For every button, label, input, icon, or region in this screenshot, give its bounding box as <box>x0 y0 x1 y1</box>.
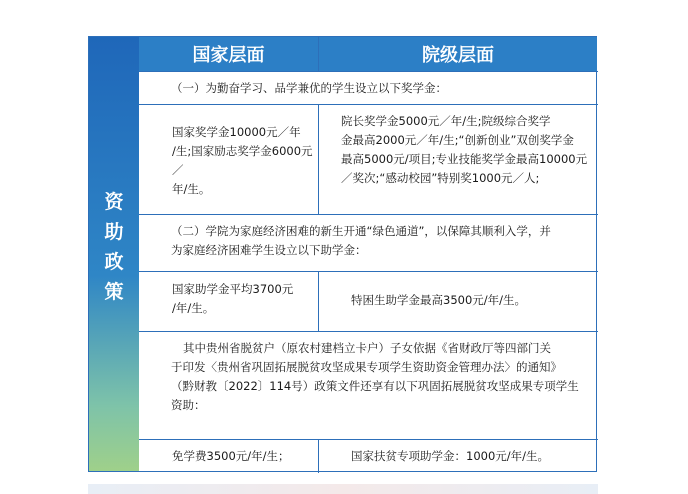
section3-text <box>171 339 596 415</box>
divider <box>139 104 598 105</box>
background-stripe <box>88 484 598 494</box>
text-line: 资助： <box>171 398 206 412</box>
sidebar-char: 资 <box>104 191 124 213</box>
text-line: 院长奖学金5000元／年/生;院级综合奖学 <box>341 114 551 128</box>
text-line: 金最高2000元／年/生;“创新创业”双创奖学金 <box>341 133 574 147</box>
header-national: 国家层面 <box>139 37 318 71</box>
section1-title: （一）为勤奋学习、品学兼优的学生设立以下奖学金： <box>171 81 447 95</box>
text-line: （二）学院为家庭经济困难的新生开通“绿色通道”，以保障其顺利入学，并 <box>171 224 551 238</box>
divider <box>318 37 319 71</box>
sidebar-char: 策 <box>104 281 124 303</box>
text-line: 国家助学金平均3700元 <box>172 282 294 296</box>
sidebar-char: 政 <box>104 251 124 273</box>
divider <box>139 71 598 72</box>
divider <box>139 214 598 215</box>
row3-national: 免学费3500元/年/生； <box>172 449 290 463</box>
text-line: 其中贵州省脱贫户（原农村建档立卡户）子女依据《省财政厅等四部门关 <box>183 341 551 355</box>
text-line: /年/生。 <box>172 301 215 315</box>
text-line: 国家奖学金10000元／年 <box>172 125 301 139</box>
text-line: 最高5000元/项目;专业技能奖学金最高10000元 <box>341 152 588 166</box>
text-line: ／奖次;“感动校园”特别奖1000元／人; <box>341 171 540 185</box>
text-line: /生;国家励志奖学金6000元／ <box>172 144 313 177</box>
row1-college <box>341 112 597 188</box>
text-line: 年/生。 <box>172 182 211 196</box>
divider <box>139 439 598 440</box>
text-line: 为家庭经济困难学生设立以下助学金： <box>171 243 367 257</box>
row1-national <box>172 123 322 199</box>
sidebar-title <box>89 187 139 307</box>
row2-college: 特困生助学金最高3500元/年/生。 <box>351 293 527 307</box>
row2-national <box>172 280 322 318</box>
section2-text <box>171 222 596 260</box>
divider <box>139 271 598 272</box>
funding-policy-table <box>88 36 597 472</box>
sidebar-char: 助 <box>104 221 124 243</box>
row3-college: 国家扶贫专项助学金：1000元/年/生。 <box>351 449 550 463</box>
divider <box>318 439 319 473</box>
text-line: （黔财教〔2022〕114号）政策文件还享有以下巩固拓展脱贫攻坚成果专项学生 <box>171 379 579 393</box>
header-college: 院级层面 <box>319 37 597 71</box>
divider <box>139 331 598 332</box>
sidebar-banner <box>89 37 139 471</box>
text-line: 于印发〈贵州省巩固拓展脱贫攻坚成果专项学生资助资金管理办法〉的通知》 <box>171 360 562 374</box>
